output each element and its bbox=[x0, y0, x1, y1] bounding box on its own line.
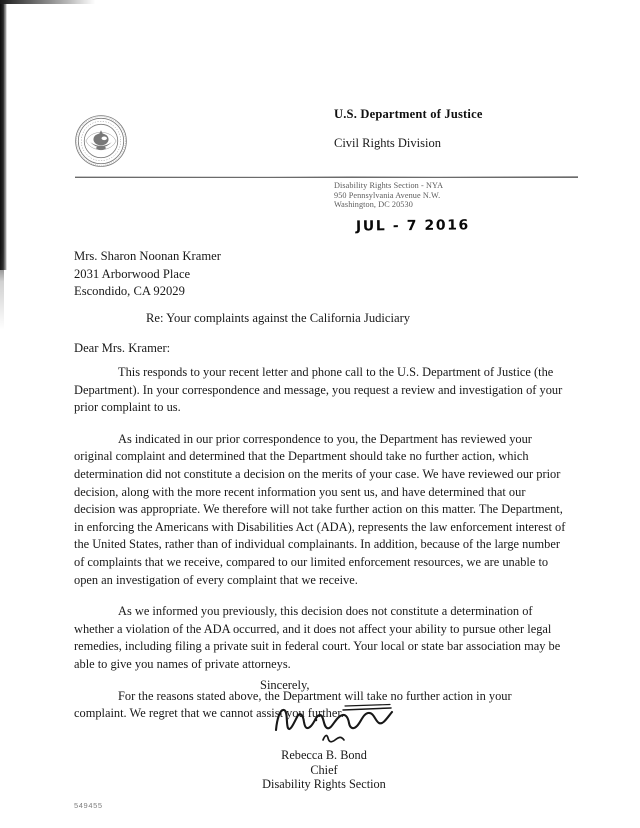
signer-office: Disability Rights Section bbox=[262, 777, 386, 791]
scan-edge-artifact-top bbox=[0, 0, 96, 4]
addressee-street: 2031 Arborwood Place bbox=[74, 266, 191, 281]
document-number: 549455 bbox=[74, 801, 103, 810]
body-paragraph: For the reasons stated above, the Department will take no further action in your complaint. We regret that we cannot assist you further. bbox=[74, 688, 512, 721]
return-address-line-3: Washington, DC 20530 bbox=[334, 200, 413, 210]
body-paragraph: As we informed you previously, this decision does not constitute a determination of whether a violation of the ADA occurred, and it does not affect your ability to pursue other legal remedies, including filing a private suit in federal court. Your local or state bar association may be able to give you names of private attorneys. bbox=[74, 604, 561, 671]
closing: Sincerely, bbox=[260, 678, 310, 692]
addressee-name: Mrs. Sharon Noonan Kramer bbox=[74, 249, 221, 263]
return-address-line-2: 950 Pennsylvania Avenue N.W. bbox=[334, 190, 441, 200]
division-name: Civil Rights Division bbox=[334, 136, 441, 150]
subject-line: Re: Your complaints against the California Judiciary bbox=[146, 311, 411, 325]
signature-block bbox=[194, 748, 454, 792]
page-title: U.S. Department of Justice bbox=[334, 107, 483, 121]
return-address bbox=[334, 181, 443, 210]
signer-title: Chief bbox=[310, 762, 338, 777]
date-stamp: JUL - 7 2016 bbox=[355, 217, 470, 235]
letterhead-divider bbox=[75, 177, 578, 178]
scan-edge-artifact-left bbox=[0, 0, 7, 270]
signer-name: Rebecca B. Bond bbox=[281, 748, 367, 762]
body-paragraph: As indicated in our prior correspondence to you, the Department has reviewed your original complaint and determined that the Department should take no further action, which determination did not constitute a decision on the merits of your case. We have reviewed our prior decision, along with the more recent information you sent us, and have determined that our decision was appropriate. We therefore will not take further action on this matter. The Department, in enforcing the Americans with Disabilities Act (ADA), represents the law enforcement interest of the United States, rather than of individual complainants. In addition, because of the large number of complaints that we receive, compared to our limited enforcement resources, we are unable to open an investigation of every complaint that we receive. bbox=[74, 431, 566, 587]
letter-body bbox=[74, 364, 566, 737]
doj-seal-icon bbox=[74, 114, 128, 168]
salutation: Dear Mrs. Kramer: bbox=[74, 341, 171, 355]
body-paragraph: This responds to your recent letter and phone call to the U.S. Department of Justice (the Department). In your correspondence and message, you request a review and investigation of your prior complaint to us. bbox=[74, 365, 563, 415]
handwritten-signature-icon bbox=[268, 697, 418, 749]
return-address-line-1: Disability Rights Section - NYA bbox=[334, 181, 444, 190]
addressee-block bbox=[74, 248, 221, 301]
addressee-city-state-zip: Escondido, CA 92029 bbox=[74, 284, 185, 298]
